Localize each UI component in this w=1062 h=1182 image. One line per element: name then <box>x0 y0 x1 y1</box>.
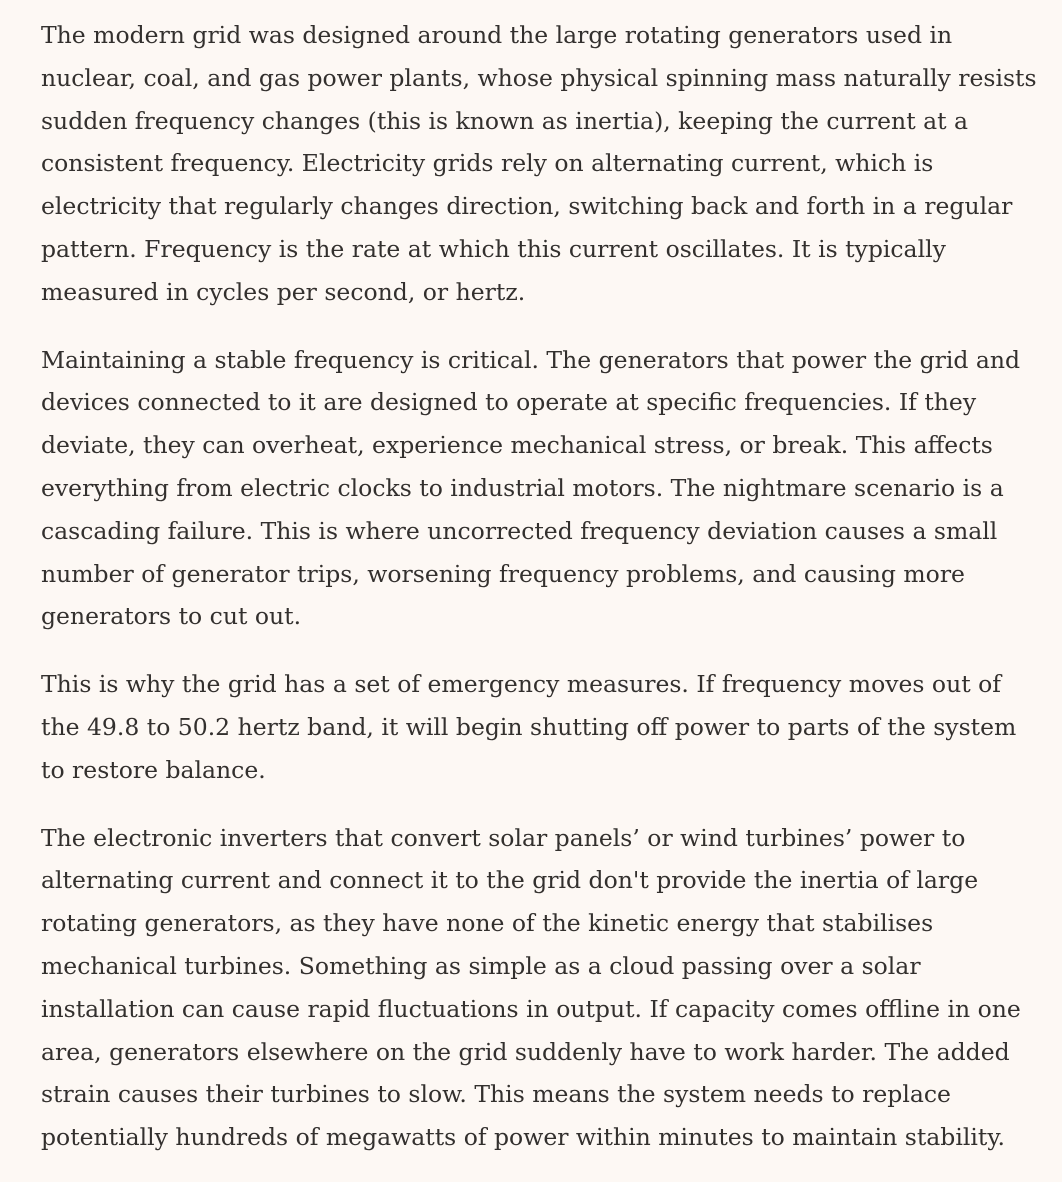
paragraph-inertia: The modern grid was designed around the large rotating generators used in nuclear, coal, and gas power plants, whose physical spinning mass naturally resists sudden frequency changes (this is known as inertia), keeping the current at a consistent frequency. Electricity grids rely on alternating current, which is electricity that regularly changes direction, switching back and forth in a regular pattern. Frequency is the rate at which this current oscillates. It is typically measured in cycles per second, or hertz. <box>41 21 1037 306</box>
paragraph-inverters: The electronic inverters that convert solar panels’ or wind turbines’ power to alternating current and connect it to the grid don't provide the inertia of large rotating generators, as they have none of the kinetic energy that stabilises mechanical turbines. Something as simple as a cloud passing over a solar installation can cause rapid fluctuations in output. If capacity comes offline in one area, generators elsewhere on the grid suddenly have to work harder. The added strain causes their turbines to slow. This means the system needs to replace potentially hundreds of megawatts of power within minutes to maintain stability. <box>41 823 1021 1152</box>
paragraph-stable-frequency: Maintaining a stable frequency is critical. The generators that power the grid and devices connected to it are designed to operate at specific frequencies. If they deviate, they can overheat, experience mechanical stress, or break. This affects everything from electric clocks to industrial motors. The nightmare scenario is a cascading failure. This is where uncorrected frequency deviation causes a small number of generator trips, worsening frequency problems, and causing more generators to cut out. <box>41 345 1021 631</box>
paragraph-emergency-measures: This is why the grid has a set of emergency measures. If frequency moves out of the 49.8 to 50.2 hertz band, it will begin shutting off power to parts of the system to restore balance. <box>41 670 1017 784</box>
